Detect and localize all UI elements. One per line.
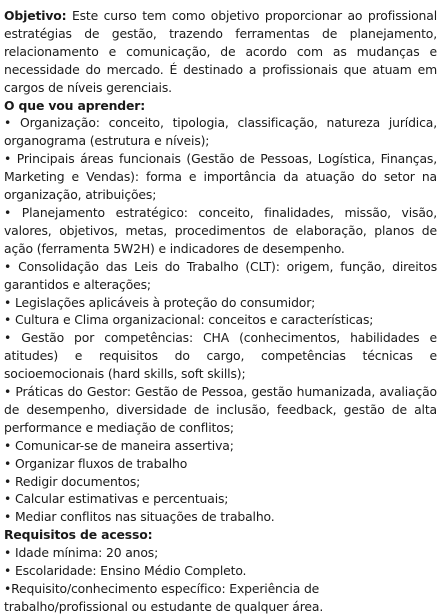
learn-item-competencias: • Gestão por competências: CHA (conhecimentos, habilidades e atitudes) e requisitos do cargo, competências técnicas e socioemocionais (hard skills, soft skills); [4, 330, 437, 382]
requirements-list [4, 544, 437, 616]
learn-item-legislacoes: • Legislações aplicáveis à proteção do consumidor; [4, 294, 316, 310]
learn-item-planejamento: • Planejamento estratégico: conceito, finalidades, missão, visão, valores, objetivos, metas, procedimentos de elaboração, planos de ação (ferramenta 5W2H) e indicadores de desempenho. [4, 204, 437, 256]
learn-item-cultura: • Cultura e Clima organizacional: conceitos e características; [4, 312, 374, 328]
learn-item-areas-funcionais: • Principais áreas funcionais (Gestão de Pessoas, Logística, Finanças, Marketing e Vendas): forma e importância da atuação do setor na organização, atribuições; [4, 151, 437, 203]
learn-item-comunicar: • Comunicar-se de maneira assertiva; [4, 437, 234, 453]
learn-item-clt: • Consolidação das Leis do Trabalho (CLT): origem, função, direitos garantidos e alterações; [4, 258, 437, 292]
learn-item-calcular: • Calcular estimativas e percentuais; [4, 491, 229, 507]
learn-item-mediar: • Mediar conflitos nas situações de trabalho. [4, 509, 275, 525]
requirements-heading: Requisitos de acesso: [4, 527, 153, 543]
learn-list [4, 114, 437, 526]
learn-item-documentos: • Redigir documentos; [4, 473, 141, 489]
requirement-escolaridade: • Escolaridade: Ensino Médio Completo. [4, 563, 247, 579]
objective-text: Este curso tem como objetivo proporcionar ao profissional estratégias de gestão, trazendo ferramentas de planejamento, relacionamento e comunicação, de acordo com as mudanças e necessidade do mercado. É destinado a profissionais que atuam em cargos de níveis gerenciais. [4, 8, 437, 95]
learn-item-organizacao: • Organização: conceito, tipologia, classificação, natureza jurídica, organograma (estrutura e níveis); [4, 115, 437, 149]
requirement-conhecimento: •Requisito/conhecimento específico: Experiência de trabalho/profissional ou estudante de qualquer área. [4, 581, 324, 614]
objective-paragraph [4, 7, 437, 97]
learn-item-fluxos: • Organizar fluxos de trabalho [4, 455, 188, 471]
learn-heading: O que vou aprender: [4, 97, 146, 113]
learn-item-praticas-gestor: • Práticas do Gestor: Gestão de Pessoa, gestão humanizada, avaliação de desempenho, diversidade de inclusão, feedback, gestão de alta performance e mediação de conflitos; [4, 384, 437, 435]
objective-label: Objetivo: [4, 8, 67, 23]
requirement-idade: • Idade mínima: 20 anos; [4, 545, 159, 561]
